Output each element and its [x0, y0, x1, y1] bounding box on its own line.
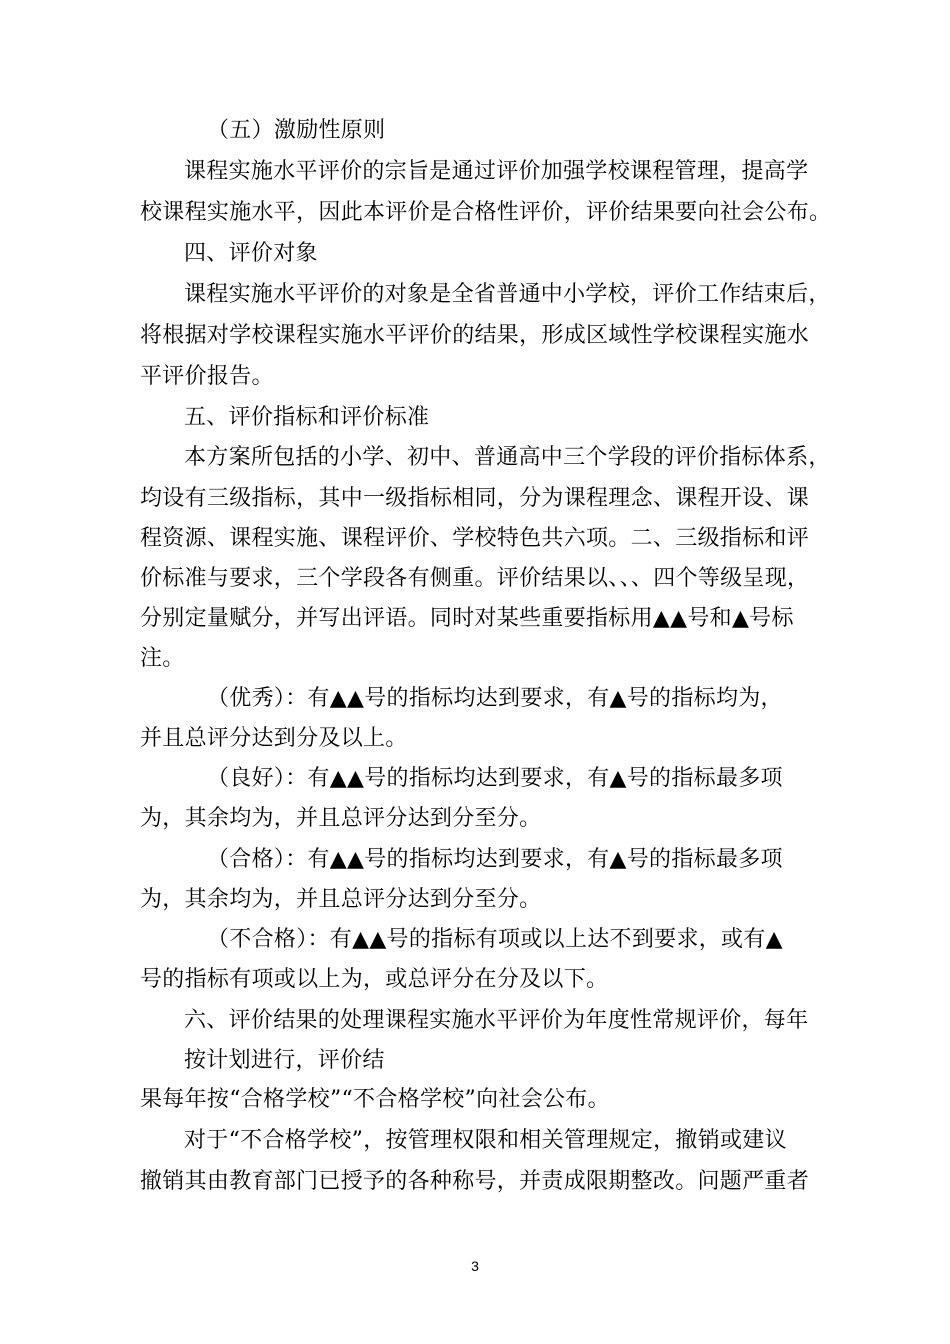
text-line-6: 将根据对学校课程实施水平评价的结果，形成区域性学校课程实施水 — [140, 323, 810, 348]
text-line-16: 并且总评分达到分及以上。 — [140, 726, 408, 751]
text-line-5: 课程实施水平评价的对象是全省普通中小学校，评价工作结束后， — [184, 282, 831, 307]
text-line-19: （合格）：有▲▲号的指标均达到要求，有▲号的指标最多项 — [207, 847, 783, 872]
text-line-14: 注。 — [140, 646, 185, 671]
text-line-17: （良好）：有▲▲号的指标均达到要求，有▲号的指标最多项 — [207, 766, 783, 791]
text-line-22: 号的指标有项或以上为，或总评分在分及以下。 — [140, 967, 609, 992]
text-line-2: 课程实施水平评价的宗旨是通过评价加强学校课程管理，提高学 — [184, 159, 809, 184]
text-line-21: （不合格）：有▲▲号的指标有项或以上达不到要求，或有▲ — [207, 927, 783, 952]
text-line-26: 对于“不合格学校”，按管理权限和相关管理规定，撤销或建议 — [184, 1128, 787, 1153]
text-line-24: 按计划进行，评价结 — [184, 1048, 385, 1073]
text-line-9: 本方案所包括的小学、初中、普通高中三个学段的评价指标体系， — [184, 445, 831, 470]
text-line-10: 均设有三级指标，其中一级指标相同，分为课程理念、课程开设、课 — [140, 486, 810, 511]
text-line-25: 果每年按“合格学校”“不合格学校”向社会公布。 — [140, 1087, 610, 1112]
text-line-7: 平评价报告。 — [140, 364, 274, 389]
text-line-11: 程资源、课程实施、课程评价、学校特色共六项。二、三级指标和评 — [140, 526, 810, 551]
text-line-15: （优秀）：有▲▲号的指标均达到要求，有▲号的指标均为， — [207, 686, 783, 711]
text-line-18: 为，其余均为，并且总评分达到分至分。 — [140, 806, 542, 831]
text-line-4: 四、评价对象 — [184, 241, 318, 266]
text-line-13: 分别定量赋分，并写出评语。同时对某些重要指标用▲▲号和▲号标 — [140, 606, 794, 631]
text-line-23: 六、评价结果的处理课程实施水平评价为年度性常规评价，每年 — [184, 1008, 809, 1033]
text-line-8: 五、评价指标和评价标准 — [184, 405, 430, 430]
text-line-1: （五）激励性原则 — [207, 118, 386, 143]
page-number: 3 — [471, 1258, 479, 1274]
text-line-20: 为，其余均为，并且总评分达到分至分。 — [140, 887, 542, 912]
text-line-27: 撤销其由教育部门已授予的各种称号，并责成限期整改。问题严重者 — [140, 1169, 810, 1194]
text-line-3: 校课程实施水平，因此本评价是合格性评价，评价结果要向社会公布。 — [140, 200, 832, 225]
text-line-12: 价标准与要求，三个学段各有侧重。评价结果以、、、四个等级呈现， — [140, 566, 810, 591]
